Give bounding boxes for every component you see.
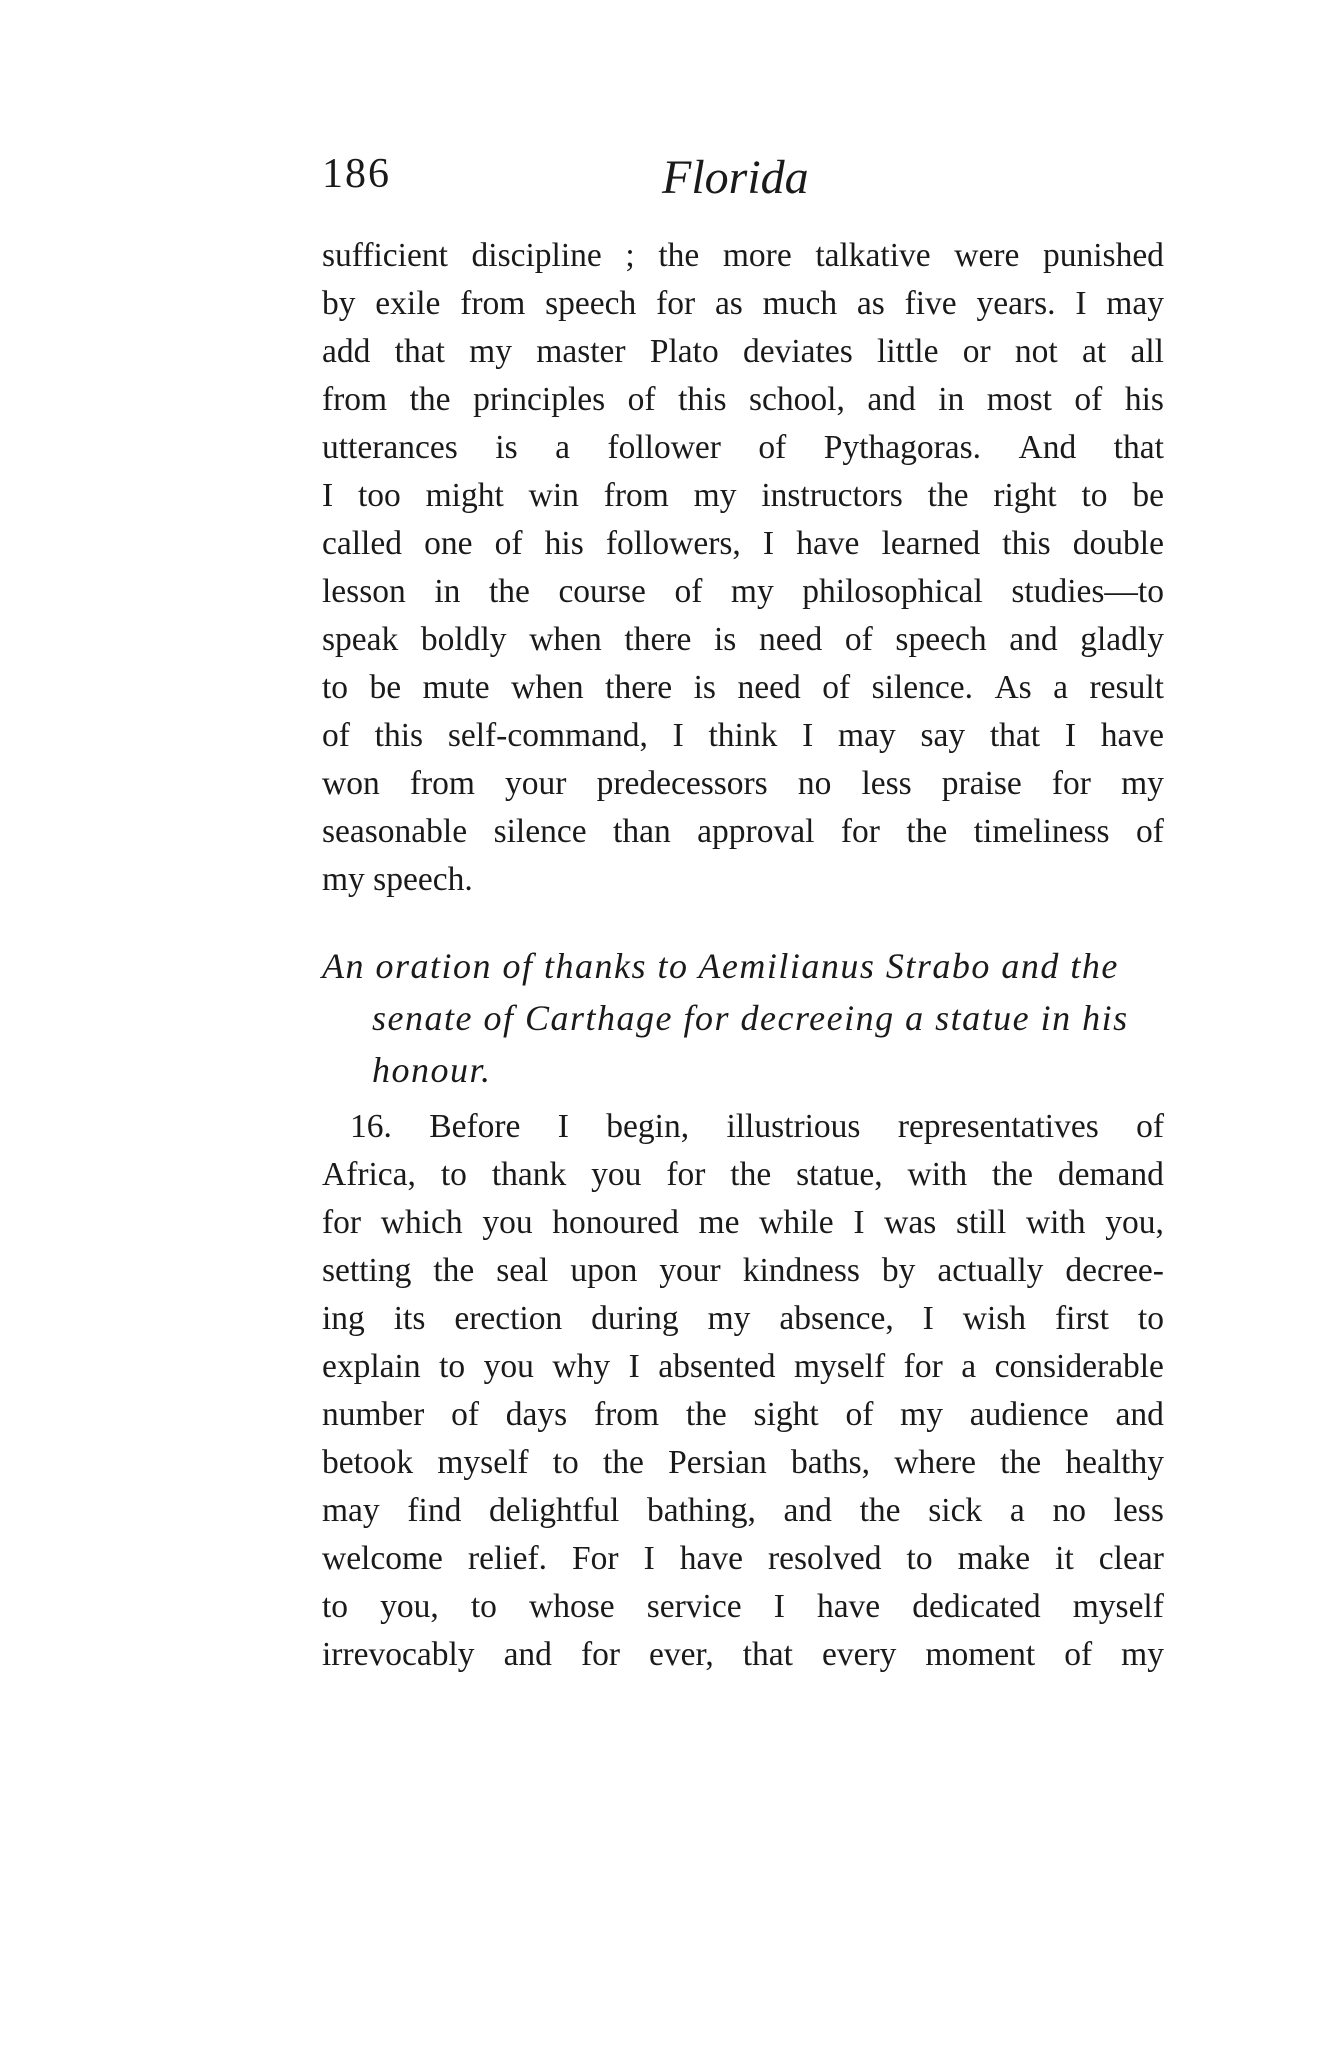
- word: representatives: [897, 1108, 1099, 1145]
- word: right: [993, 477, 1057, 514]
- word: whose: [529, 1588, 615, 1625]
- word: myself: [437, 1444, 529, 1481]
- word: silence: [493, 813, 587, 850]
- text-line: [322, 1391, 1164, 1439]
- word: begin,: [606, 1108, 690, 1145]
- word: instructors: [761, 477, 903, 514]
- word: of: [822, 669, 851, 706]
- word: this: [374, 717, 424, 754]
- text-line: [322, 1487, 1164, 1535]
- text-line: [322, 232, 1164, 280]
- word: explain: [322, 1348, 421, 1385]
- word: might: [425, 477, 504, 514]
- paragraph-2: [322, 1103, 1164, 1679]
- word: praise: [941, 765, 1022, 802]
- word: from: [603, 477, 669, 514]
- word: my: [469, 333, 512, 370]
- word: no: [1052, 1492, 1086, 1529]
- word: the: [992, 1156, 1033, 1193]
- word: have: [816, 1588, 881, 1625]
- word: won: [322, 765, 380, 802]
- word: have: [1100, 717, 1164, 754]
- text-line: [322, 1151, 1164, 1199]
- word: I: [628, 1348, 640, 1385]
- word: of: [627, 381, 656, 418]
- word: my: [1121, 1636, 1164, 1673]
- word: bathing,: [646, 1492, 756, 1529]
- word: I: [322, 477, 334, 514]
- word: from: [322, 381, 388, 418]
- word: I: [557, 1108, 569, 1145]
- word: to: [552, 1444, 579, 1481]
- word: you: [482, 1204, 533, 1241]
- word: was: [884, 1204, 937, 1241]
- word: it: [1055, 1540, 1074, 1577]
- word: my: [1121, 765, 1164, 802]
- word: I: [773, 1588, 785, 1625]
- word: school,: [748, 381, 845, 418]
- word: this: [1002, 525, 1051, 562]
- word: his: [544, 525, 584, 562]
- word: philosophical: [802, 573, 983, 610]
- word: illustrious: [726, 1108, 861, 1145]
- word: result: [1089, 669, 1164, 706]
- word: and: [1009, 621, 1058, 658]
- word: For: [572, 1540, 619, 1577]
- word: setting: [322, 1252, 412, 1289]
- word: I: [802, 717, 814, 754]
- word: you,: [1105, 1204, 1164, 1241]
- word: find: [407, 1492, 462, 1529]
- word: that: [742, 1636, 793, 1673]
- paragraph-1: [322, 232, 1164, 904]
- word: may: [322, 1492, 380, 1529]
- text-line: [322, 616, 1164, 664]
- word: be: [1132, 477, 1164, 514]
- word: by: [881, 1252, 916, 1289]
- word: is: [713, 621, 737, 658]
- word: the: [433, 1252, 475, 1289]
- word: to: [322, 1588, 349, 1625]
- word: studies—to: [1011, 573, 1164, 610]
- word: of: [1064, 1636, 1093, 1673]
- word: to: [440, 1156, 467, 1193]
- word: the: [730, 1156, 772, 1193]
- word: the: [859, 1492, 901, 1529]
- word: of: [322, 717, 350, 754]
- word: add: [322, 333, 371, 370]
- word: you: [591, 1156, 642, 1193]
- text-line: [322, 328, 1164, 376]
- word: is: [495, 429, 518, 466]
- word: Pythagoras.: [823, 429, 982, 466]
- word: seal: [496, 1252, 549, 1289]
- word: years.: [976, 285, 1056, 322]
- text-line: [322, 712, 1164, 760]
- word: where: [894, 1444, 977, 1481]
- word: demand: [1057, 1156, 1164, 1193]
- word: this: [678, 381, 727, 418]
- word: all: [1130, 333, 1164, 370]
- word: a: [1053, 669, 1069, 706]
- section-heading: [322, 940, 1164, 1096]
- word: why: [552, 1348, 611, 1385]
- word: in: [434, 573, 461, 610]
- word: your: [659, 1252, 721, 1289]
- word: to: [322, 669, 349, 706]
- word: sufficient: [322, 237, 448, 274]
- word: the: [906, 813, 948, 850]
- word: every: [821, 1636, 897, 1673]
- word: to: [470, 1588, 497, 1625]
- word: the: [409, 381, 451, 418]
- word: gladly: [1080, 621, 1164, 658]
- word: dedicated: [912, 1588, 1041, 1625]
- word: that: [1113, 429, 1164, 466]
- word: ing: [322, 1300, 365, 1337]
- word: for: [322, 1204, 362, 1241]
- word: of: [494, 525, 523, 562]
- word: master: [536, 333, 626, 370]
- word: I: [1075, 285, 1087, 322]
- word: need: [737, 669, 801, 706]
- word: to: [439, 1348, 466, 1385]
- word: have: [796, 525, 860, 562]
- word: may: [838, 717, 896, 754]
- word: five: [904, 285, 957, 322]
- word: I: [853, 1204, 865, 1241]
- word: than: [613, 813, 671, 850]
- word: while: [759, 1204, 834, 1241]
- word: as: [714, 285, 743, 322]
- word: there: [605, 669, 673, 706]
- word: speech: [895, 621, 987, 658]
- word: is: [693, 669, 716, 706]
- word: Before: [429, 1108, 521, 1145]
- word: you,: [380, 1588, 439, 1625]
- word: make: [957, 1540, 1031, 1577]
- word: delightful: [489, 1492, 620, 1529]
- text-line: [322, 520, 1164, 568]
- word: I: [922, 1300, 934, 1337]
- word: his: [1124, 381, 1164, 418]
- word: mute: [422, 669, 490, 706]
- word: have: [679, 1540, 743, 1577]
- word: the: [1000, 1444, 1042, 1481]
- word: I: [643, 1540, 655, 1577]
- text-line: [322, 664, 1164, 712]
- word: my: [900, 1396, 943, 1433]
- word: for: [840, 813, 880, 850]
- word: of: [758, 429, 787, 466]
- word: for: [903, 1348, 943, 1385]
- word: Africa,: [322, 1156, 416, 1193]
- word: Persian: [668, 1444, 767, 1481]
- text-line: [322, 1295, 1164, 1343]
- word: which: [380, 1204, 463, 1241]
- word: erection: [454, 1300, 563, 1337]
- word: considerable: [994, 1348, 1164, 1385]
- word: the: [927, 477, 969, 514]
- word: I: [672, 717, 684, 754]
- word: decree-: [1065, 1252, 1164, 1289]
- word: the: [685, 1396, 727, 1433]
- word: deviates: [743, 333, 853, 370]
- text-line: [322, 1583, 1164, 1631]
- word: less: [861, 765, 912, 802]
- word: its: [393, 1300, 426, 1337]
- word: lesson: [322, 573, 406, 610]
- word: timeliness: [973, 813, 1110, 850]
- page-header: [322, 150, 1164, 214]
- word: predecessors: [596, 765, 768, 802]
- text-line: [322, 1535, 1164, 1583]
- word: my: [730, 573, 774, 610]
- word: still: [955, 1204, 1007, 1241]
- word: baths,: [790, 1444, 871, 1481]
- word: clear: [1098, 1540, 1164, 1577]
- text-line: [322, 568, 1164, 616]
- word: number: [322, 1396, 425, 1433]
- word: and: [503, 1636, 552, 1673]
- word: of: [1074, 381, 1103, 418]
- word: silence.: [871, 669, 973, 706]
- word: welcome: [322, 1540, 443, 1577]
- word: need: [758, 621, 823, 658]
- word: sight: [753, 1396, 819, 1433]
- word: my: [707, 1300, 751, 1337]
- text-line: [322, 1199, 1164, 1247]
- word: speech: [545, 285, 637, 322]
- word: seasonable: [322, 813, 468, 850]
- page-number: 186: [322, 151, 391, 197]
- word: for: [580, 1636, 621, 1673]
- word: approval: [697, 813, 815, 850]
- word: a: [555, 429, 570, 466]
- word: 16.: [350, 1108, 392, 1145]
- word: myself: [1072, 1588, 1164, 1625]
- text-line: [322, 760, 1164, 808]
- word: from: [460, 285, 526, 322]
- word: may: [1106, 285, 1164, 322]
- text-line: [322, 1343, 1164, 1391]
- word: to: [906, 1540, 933, 1577]
- word: much: [762, 285, 838, 322]
- word: were: [954, 237, 1020, 274]
- word: utterances: [322, 429, 458, 466]
- word: that: [989, 717, 1041, 754]
- word: in: [938, 381, 965, 418]
- word: of: [674, 573, 703, 610]
- word: kindness: [742, 1252, 860, 1289]
- word: As: [994, 669, 1032, 706]
- word: most: [986, 381, 1052, 418]
- word: wish: [962, 1300, 1027, 1337]
- word: a: [961, 1348, 977, 1385]
- text-line: [322, 1247, 1164, 1295]
- word: absented: [658, 1348, 776, 1385]
- word: learned: [881, 525, 981, 562]
- word: think: [708, 717, 778, 754]
- text-line: [322, 1103, 1164, 1151]
- word: too: [357, 477, 401, 514]
- word: you: [483, 1348, 534, 1385]
- word: there: [624, 621, 692, 658]
- word: the: [603, 1444, 644, 1481]
- text-line: [322, 1439, 1164, 1487]
- word: for: [666, 1156, 706, 1193]
- word: be: [369, 669, 402, 706]
- word: self-command,: [447, 717, 648, 754]
- word: double: [1072, 525, 1164, 562]
- word: boldly: [420, 621, 507, 658]
- word: win: [528, 477, 579, 514]
- word: the: [488, 573, 530, 610]
- word: my: [693, 477, 737, 514]
- word: little: [877, 333, 939, 370]
- word: not: [1014, 333, 1058, 370]
- word: resolved: [768, 1540, 882, 1577]
- word: of: [1136, 813, 1164, 850]
- word: principles: [473, 381, 606, 418]
- word: service: [646, 1588, 742, 1625]
- word: of: [845, 1396, 874, 1433]
- word: to: [1081, 477, 1108, 514]
- word: healthy: [1065, 1444, 1164, 1481]
- word: days: [505, 1396, 568, 1433]
- word: relief.: [467, 1540, 547, 1577]
- heading-line: honour.: [372, 1050, 492, 1090]
- word: more: [722, 237, 792, 274]
- word: Plato: [649, 333, 719, 370]
- word: and: [1115, 1396, 1164, 1433]
- word: honoured: [552, 1204, 679, 1241]
- word: and: [867, 381, 916, 418]
- word: the: [658, 237, 700, 274]
- word: say: [920, 717, 966, 754]
- word: from: [593, 1396, 660, 1433]
- word: statue,: [796, 1156, 883, 1193]
- word: for: [1051, 765, 1091, 802]
- word: or: [962, 333, 991, 370]
- word: course: [558, 573, 646, 610]
- text-line: [322, 424, 1164, 472]
- word: punished: [1042, 237, 1164, 274]
- word: less: [1113, 1492, 1164, 1529]
- word: of: [844, 621, 873, 658]
- text-line: [322, 472, 1164, 520]
- word: moment: [925, 1636, 1036, 1673]
- word: for: [656, 285, 696, 322]
- word: from: [409, 765, 475, 802]
- word: talkative: [815, 237, 931, 274]
- word: me: [698, 1204, 740, 1241]
- word: when: [511, 669, 584, 706]
- word: a: [1009, 1492, 1025, 1529]
- word: to: [1137, 1300, 1164, 1337]
- word: no: [797, 765, 832, 802]
- word: at: [1082, 333, 1107, 370]
- heading-line: An oration of thanks to Aemilianus Strabo and the: [322, 946, 1119, 986]
- text-line: [322, 280, 1164, 328]
- word: upon: [570, 1252, 638, 1289]
- word: ever,: [649, 1636, 714, 1673]
- word: exile: [375, 285, 441, 322]
- word: that: [394, 333, 445, 370]
- word: as: [856, 285, 885, 322]
- word: irrevocably: [322, 1636, 475, 1673]
- text-line-last: my speech.: [322, 861, 473, 898]
- word: when: [529, 621, 602, 658]
- word: and: [783, 1492, 832, 1529]
- word: your: [505, 765, 567, 802]
- word: absence,: [779, 1300, 894, 1337]
- word: I: [762, 525, 775, 562]
- word: myself: [793, 1348, 886, 1385]
- word: by: [322, 285, 356, 322]
- word: of: [451, 1396, 480, 1433]
- word: And: [1018, 429, 1077, 466]
- word: I: [1064, 717, 1076, 754]
- word: with: [907, 1156, 968, 1193]
- word: audience: [969, 1396, 1089, 1433]
- word: sick: [928, 1492, 983, 1529]
- running-title: Florida: [662, 151, 809, 204]
- word: first: [1054, 1300, 1109, 1337]
- word: during: [591, 1300, 679, 1337]
- word: ;: [625, 237, 635, 274]
- word: of: [1136, 1108, 1164, 1145]
- word: with: [1025, 1204, 1086, 1241]
- word: betook: [322, 1444, 414, 1481]
- text-line: [322, 1631, 1164, 1679]
- word: discipline: [471, 237, 602, 274]
- word: actually: [937, 1252, 1044, 1289]
- word: follower: [607, 429, 721, 466]
- word: thank: [491, 1156, 567, 1193]
- word: called: [322, 525, 402, 562]
- text-line: [322, 808, 1164, 856]
- word: speak: [322, 621, 399, 658]
- word: followers,: [605, 525, 741, 562]
- word: one: [424, 525, 473, 562]
- heading-line: senate of Carthage for decreeing a statue in his: [372, 998, 1129, 1038]
- text-line: [322, 376, 1164, 424]
